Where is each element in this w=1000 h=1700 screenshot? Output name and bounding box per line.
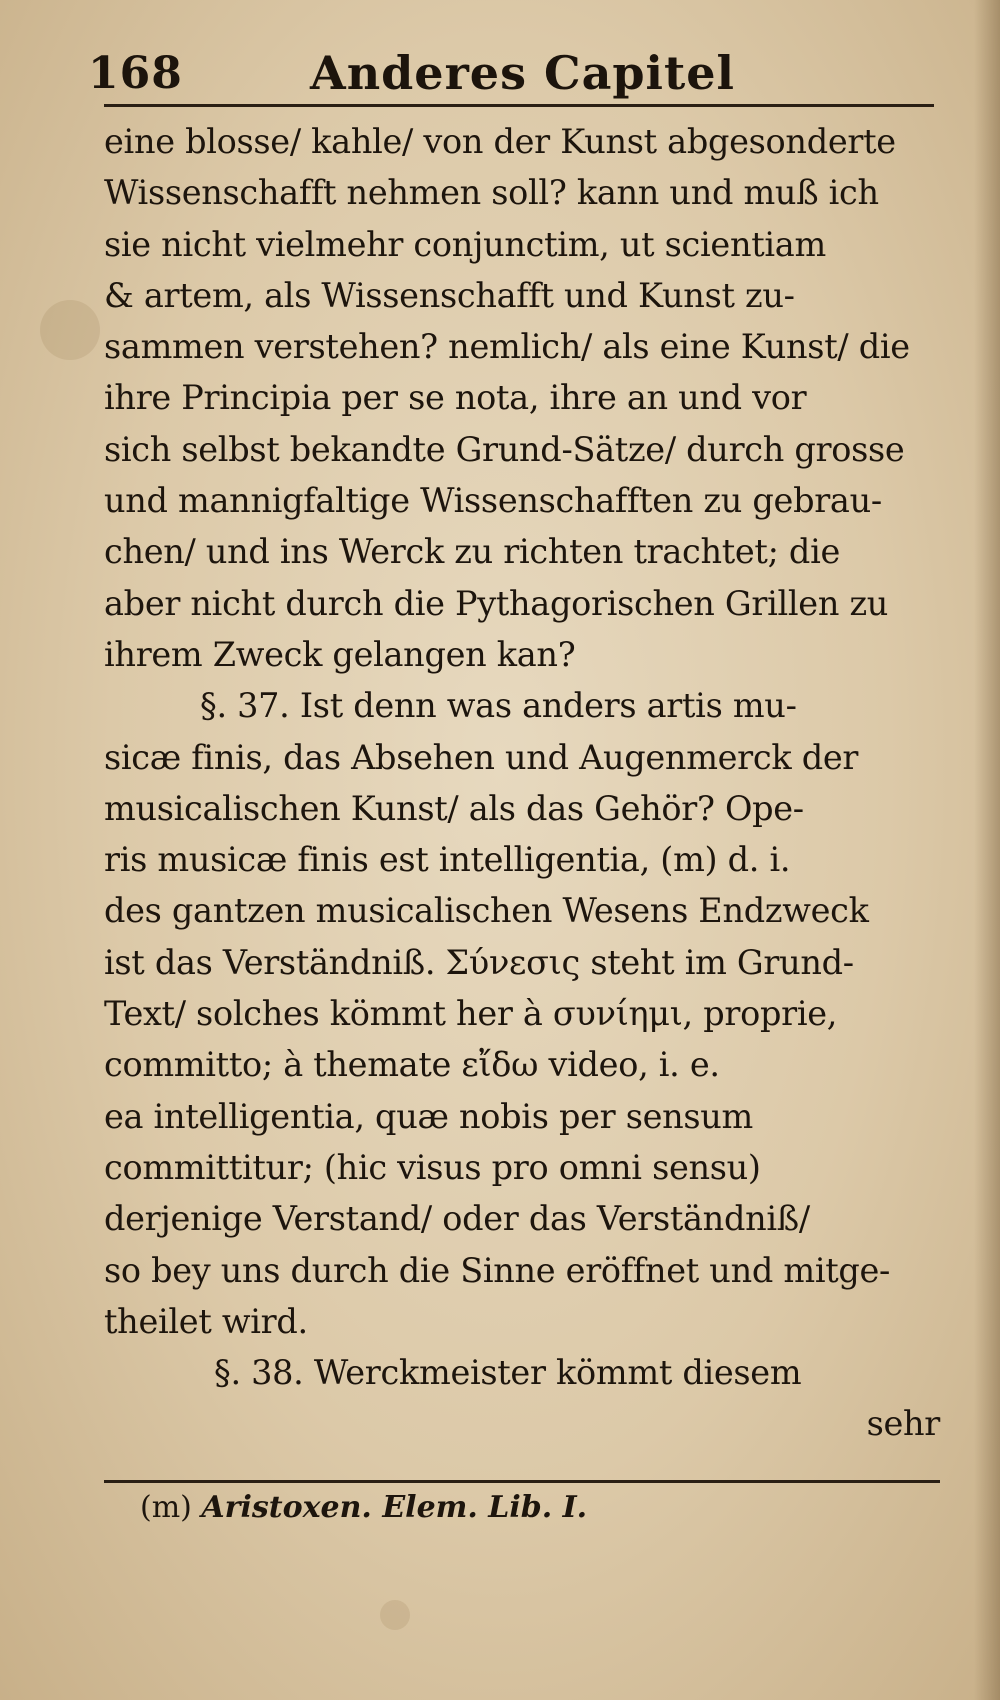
- text-line: committitur; (hic visus pro omni sensu): [104, 1147, 761, 1187]
- body-text: [104, 116, 954, 1450]
- paper-stain: [380, 1600, 410, 1630]
- text-line: chen/ und ins Werck zu richten trachtet; die: [104, 532, 841, 572]
- text-line: so bey uns durch die Sinne eröffnet und mitge-: [104, 1250, 891, 1290]
- section-37-heading-line: §. 37. Ist denn was anders artis mu-: [200, 686, 797, 726]
- running-head: Anderes Capitel: [310, 46, 736, 100]
- page-edge-shadow: [974, 0, 1000, 1700]
- text-line: und mannigfaltige Wissenschafften zu gebrau-: [104, 481, 882, 521]
- text-line: derjenige Verstand/ oder das Verständniß/: [104, 1199, 810, 1239]
- text-line: eine blosse/ kahle/ von der Kunst abgesonderte: [104, 122, 896, 161]
- text-line: sicæ finis, das Absehen und Augenmerck der: [104, 737, 859, 777]
- text-line: ris musicæ finis est intelligentia, (m) d. i.: [104, 840, 791, 880]
- text-line: Wissenschafft nehmen soll? kann und muß ich: [104, 173, 879, 213]
- text-line: aber nicht durch die Pythagorischen Grillen zu: [104, 583, 889, 623]
- text-line: committo; à themate εἴδω video, i. e.: [104, 1045, 720, 1085]
- text-line: ihre Principia per se nota, ihre an und vor: [104, 378, 807, 418]
- text-line: & artem, als Wissenschafft und Kunst zu-: [104, 275, 795, 315]
- text-line: sammen verstehen? nemlich/ als eine Kunst/ die: [104, 327, 910, 367]
- text-line: theilet wird.: [104, 1301, 308, 1341]
- footnote: [140, 1490, 587, 1525]
- catchword: sehr: [866, 1404, 940, 1444]
- paper-stain: [40, 300, 100, 360]
- text-line: sich selbst bekandte Grund-Sätze/ durch grosse: [104, 429, 905, 469]
- text-line: ist das Verständniß. Σύνεσις steht im Grund-: [104, 942, 854, 982]
- text-line: ea intelligentia, quæ nobis per sensum: [104, 1096, 754, 1136]
- header-rule: [104, 104, 934, 107]
- section-38-heading-line: §. 38. Werckmeister kömmt diesem: [214, 1353, 802, 1393]
- text-line: ihrem Zweck gelangen kan?: [104, 634, 576, 674]
- text-line: musicalischen Kunst/ als das Gehör? Ope-: [104, 788, 804, 828]
- footnote-text: Aristoxen. Elem. Lib. I.: [201, 1490, 588, 1525]
- page-number: 168: [88, 48, 183, 99]
- page-header: [88, 40, 938, 110]
- footnote-ref: (m): [140, 1490, 192, 1525]
- text-line: des gantzen musicalischen Wesens Endzweck: [104, 891, 869, 931]
- text-line: Text/ solches kömmt her à συνίημι, proprie,: [104, 994, 838, 1034]
- text-line: sie nicht vielmehr conjunctim, ut scientiam: [104, 224, 826, 264]
- footnote-rule: [104, 1480, 940, 1483]
